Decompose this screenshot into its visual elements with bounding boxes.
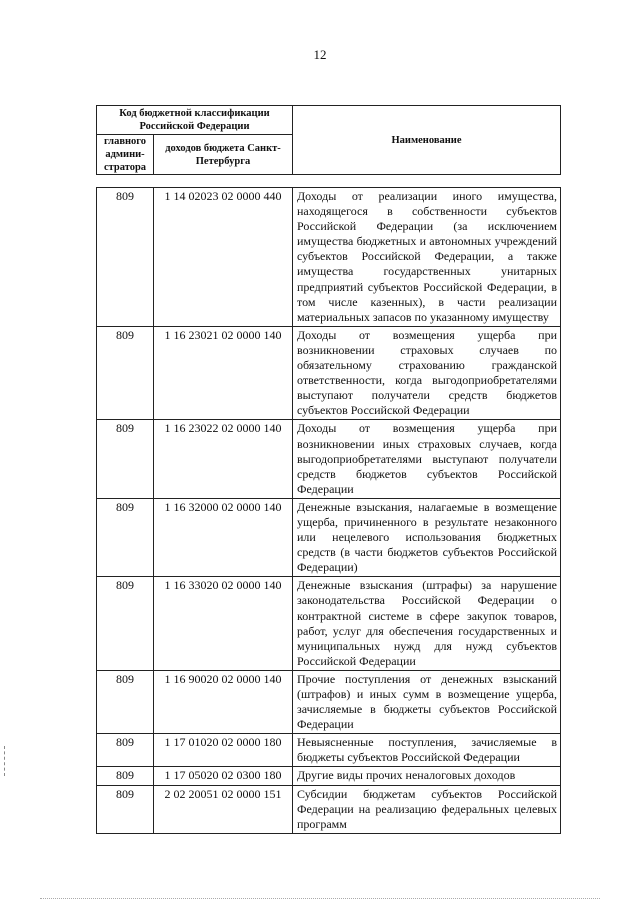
margin-mark [4, 746, 8, 776]
table-row [97, 188, 561, 327]
name-cell: Другие виды прочих неналоговых доходов [293, 767, 561, 785]
table-row [97, 670, 561, 733]
name-cell: Доходы от возмещения ущерба при возникновении страховых случаев по обязательному страхованию гражданской ответственности, когда выгодоприобретателями выступают получатели средств бюджетов субъектов Российской Федерации [293, 326, 561, 420]
admin-cell: 809 [97, 670, 154, 733]
code-cell: 1 17 01020 02 0000 180 [154, 734, 293, 767]
page-number: 12 [313, 47, 327, 62]
header-name: Наименование [293, 106, 561, 175]
table-row [97, 498, 561, 576]
code-cell: 1 17 05020 02 0300 180 [154, 767, 293, 785]
name-cell: Прочие поступления от денежных взысканий (штрафов) и иных сумм в возмещение ущерба, зачисляемые в бюджеты субъектов Российской Федерации [293, 670, 561, 733]
code-cell: 1 16 33020 02 0000 140 [154, 577, 293, 671]
table-row [97, 577, 561, 671]
code-cell: 1 16 90020 02 0000 140 [154, 670, 293, 733]
code-cell: 2 02 20051 02 0000 151 [154, 785, 293, 833]
table-header [96, 105, 561, 175]
table-row [97, 420, 561, 498]
admin-cell: 809 [97, 326, 154, 420]
name-cell: Денежные взыскания, налагаемые в возмещение ущерба, причиненного в результате незаконного или нецелевого использования бюджетных средств (в части бюджетов субъектов Российской Федерации) [293, 498, 561, 576]
table-row [97, 785, 561, 833]
header-code-group: Код бюджетной классификации Российской Федерации [97, 106, 293, 135]
code-cell: 1 16 32000 02 0000 140 [154, 498, 293, 576]
admin-cell: 809 [97, 785, 154, 833]
name-cell: Денежные взыскания (штрафы) за нарушение законодательства Российской Федерации о контрактной системе в сфере закупок товаров, работ, услуг для обеспечения государственных и муниципальных нужд для нужд субъектов Российской Федерации [293, 577, 561, 671]
code-cell: 1 16 23022 02 0000 140 [154, 420, 293, 498]
table-row [97, 767, 561, 785]
header-admin: главного админи-стратора [97, 135, 154, 175]
table-row [97, 326, 561, 420]
name-cell: Субсидии бюджетам субъектов Российской Федерации на реализацию федеральных целевых программ [293, 785, 561, 833]
name-cell: Доходы от возмещения ущерба при возникновении иных страховых случаев, когда выгодоприобретателями выступают получатели средств бюджетов субъектов Российской Федерации [293, 420, 561, 498]
admin-cell: 809 [97, 577, 154, 671]
header-income: доходов бюджета Санкт-Петербурга [154, 135, 293, 175]
code-cell: 1 14 02023 02 0000 440 [154, 188, 293, 327]
table-row [97, 734, 561, 767]
admin-cell: 809 [97, 420, 154, 498]
income-table [96, 187, 561, 834]
admin-cell: 809 [97, 767, 154, 785]
code-cell: 1 16 23021 02 0000 140 [154, 326, 293, 420]
name-cell: Доходы от реализации иного имущества, находящегося в собственности субъектов Российской Федерации (за исключением имущества бюджетных и автономных учреждений субъектов Российской Федерации, а также имущества государственных унитарных предприятий субъектов Российской Федерации, в том числе казенных), в части реализации материальных запасов по указанному имуществу [293, 188, 561, 327]
admin-cell: 809 [97, 498, 154, 576]
admin-cell: 809 [97, 188, 154, 327]
name-cell: Невыясненные поступления, зачисляемые в бюджеты субъектов Российской Федерации [293, 734, 561, 767]
admin-cell: 809 [97, 734, 154, 767]
footer-line [40, 898, 600, 899]
